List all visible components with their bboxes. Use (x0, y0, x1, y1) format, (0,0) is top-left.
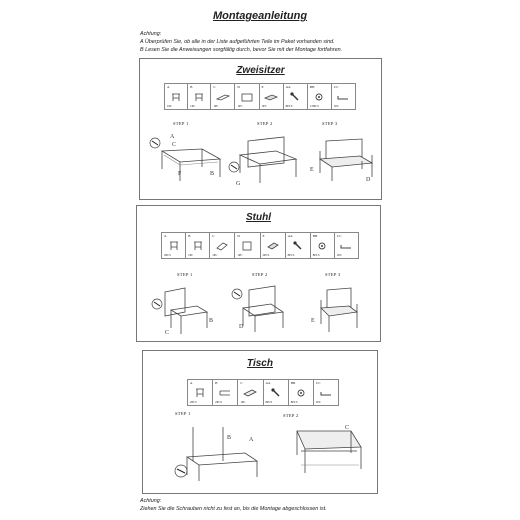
intro-line-b: B Lesen Sie die Anweisungen sorgfältig durch, bevor Sie mit der Montage fortfahren. (140, 47, 343, 53)
label-g: G (236, 181, 241, 187)
cushion-icon (266, 240, 280, 252)
bolt-icon (270, 387, 282, 399)
side-frame-icon (194, 387, 206, 399)
step-3-drawing (306, 129, 378, 189)
label-d: D (366, 177, 371, 183)
section-zweisitzer (139, 58, 382, 200)
allen-key-icon (336, 92, 350, 102)
step-2-label: STEP 2 (252, 272, 268, 277)
step-3-drawing (305, 282, 375, 338)
washer-icon (313, 91, 325, 103)
side-frame-icon (192, 240, 204, 252)
section-tisch (142, 350, 378, 494)
part-c: C 1PC (238, 380, 263, 405)
seat-frame-icon (215, 240, 229, 252)
washer-icon (295, 387, 307, 399)
label-d: D (239, 324, 244, 330)
part-bb: BB 1/8PCS (308, 84, 332, 109)
washer-icon (316, 240, 328, 252)
section-title: Zweisitzer (236, 65, 285, 76)
label-b: B (209, 318, 214, 324)
part-aa: AA 8PCS (286, 233, 311, 258)
label-f: F (178, 171, 182, 177)
label-e: E (310, 167, 314, 173)
parts-list (164, 83, 356, 110)
label-a: A (249, 437, 254, 443)
part-cc: CC 1PC (332, 84, 355, 109)
part-d: D 1PC (235, 233, 260, 258)
backrest-icon (240, 92, 254, 102)
part-a: A 2PCS (188, 380, 213, 405)
label-c: C (165, 330, 170, 336)
seat-frame-icon (215, 92, 231, 102)
part-a: A 1PC (165, 84, 188, 109)
step-1-drawing (157, 421, 267, 489)
parts-list (187, 379, 339, 406)
part-b: B 1PC (188, 84, 211, 109)
backrest-icon (241, 240, 253, 252)
leg-bar-icon (218, 387, 232, 399)
section-title: Stuhl (246, 212, 271, 223)
step-2-drawing (275, 421, 371, 483)
side-frame-icon (170, 92, 182, 102)
part-c: C 1PC (211, 84, 235, 109)
part-cc: CC 1PC (314, 380, 338, 405)
part-bb: BB 8PCS (311, 233, 335, 258)
part-b: B 2PCS (213, 380, 238, 405)
side-frame-icon (168, 240, 180, 252)
step-2-drawing (225, 280, 297, 338)
bolt-icon (289, 91, 301, 103)
footer-text: Ziehen Sie die Schrauben nicht zu fest an, bis die Montage abgeschlossen ist. (140, 506, 327, 512)
label-b: B (210, 171, 215, 177)
label-e: E (311, 318, 315, 324)
step-1-drawing (144, 129, 224, 189)
intro-heading: Achtung: (140, 31, 162, 37)
step-1-label: STEP 1 (173, 121, 189, 126)
intro-line-a: A Überprüfen Sie, ob alle in der Liste aufgeführten Teile im Paket vorhanden sind. (140, 39, 335, 45)
cushion-icon (263, 92, 279, 102)
label-b: B (227, 435, 232, 441)
step-3-label: STEP 3 (322, 121, 338, 126)
part-a: A 2PCS (162, 233, 186, 258)
step-2-label: STEP 2 (257, 121, 273, 126)
part-b: B 1PC (186, 233, 210, 258)
step-2-label: STEP 2 (283, 413, 299, 418)
part-bb: BB 8PCS (289, 380, 314, 405)
parts-list (161, 232, 359, 259)
allen-key-icon (339, 241, 353, 251)
step-2-drawing (226, 127, 306, 189)
label-c: C (172, 142, 177, 148)
glass-top-icon (242, 387, 258, 399)
part-e: E 1PC (260, 84, 284, 109)
section-stuhl (136, 205, 381, 342)
part-aa: AA 8PCS (264, 380, 289, 405)
step-1-label: STEP 1 (177, 272, 193, 277)
page-title: Montageanleitung (212, 10, 308, 22)
label-a: A (170, 134, 175, 140)
part-aa: AA 8PCS (284, 84, 308, 109)
step-1-label: STEP 1 (175, 411, 191, 416)
side-frame-icon (193, 92, 205, 102)
footer-heading: Achtung: (140, 498, 162, 504)
step-1-drawing (145, 282, 220, 338)
step-3-label: STEP 3 (325, 272, 341, 277)
part-e: E 2PCS (261, 233, 286, 258)
part-c: C 1PC (210, 233, 235, 258)
label-c: C (345, 425, 350, 431)
bolt-icon (292, 240, 304, 252)
allen-key-icon (319, 388, 333, 398)
part-cc: CC 1PC (335, 233, 358, 258)
section-title: Tisch (247, 358, 273, 369)
part-d: D 1PC (235, 84, 259, 109)
